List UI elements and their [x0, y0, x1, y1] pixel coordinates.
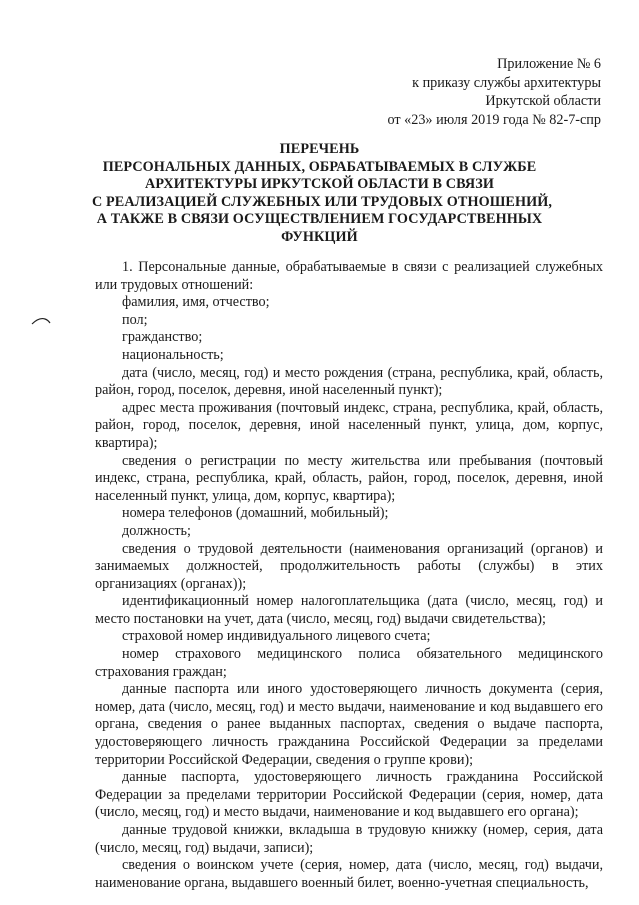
appendix-region: Иркутской области [485, 93, 601, 109]
appendix-order-ref: к приказу службы архитектуры [412, 74, 601, 91]
list-item: фамилия, имя, отчество; [122, 294, 270, 311]
section-heading: 1. Персональные данные, обрабатываемые в связи с реализацией служебных или трудовых отношений: [95, 259, 603, 293]
title-line: ПЕРСОНАЛЬНЫХ ДАННЫХ, ОБРАБАТЫВАЕМЫХ В СЛУЖБЕ [102, 158, 537, 175]
list-item: должность; [122, 522, 191, 539]
list-item: пол; [122, 311, 148, 328]
document-title [92, 141, 553, 247]
list-item: национальность; [122, 346, 224, 363]
list-item: номер страхового медицинского полиса обязательного медицинского страхования граждан; [95, 646, 603, 680]
appendix-number: Приложение № 6 [497, 56, 601, 72]
appendix-header [388, 55, 602, 129]
title-line: ПЕРЕЧЕНЬ [279, 141, 360, 157]
document-body [95, 259, 603, 892]
list-item: дата (число, месяц, год) и место рождения (страна, республика, край, область, район, город, поселок, деревня, иной населенный пункт); [95, 364, 603, 399]
list-item: сведения о воинском учете (серия, номер, дата (число, месяц, год) выдачи, наименование органа, выдавшего военный билет, военно-учетная специальность, [95, 857, 603, 891]
list-item: данные паспорта, удостоверяющего личность гражданина Российской Федерации за пределами территории Российской Федерации (серия, номер, дата (число, месяц, год) и место выдачи, наименование и код выдавшего его органа); [95, 769, 603, 821]
title-line: С РЕАЛИЗАЦИЕЙ СЛУЖЕБНЫХ ИЛИ ТРУДОВЫХ ОТНОШЕНИЙ, [92, 193, 553, 210]
title-line: ФУНКЦИЙ [281, 228, 358, 245]
list-item: гражданство; [122, 329, 203, 346]
list-item: адрес места проживания (почтовый индекс, страна, республика, край, область, район, город, поселок, деревня, иной населенный пункт, улица, дом, корпус, квартира); [95, 399, 603, 451]
appendix-date: от «23» июля 2019 года № 82-7-спр [387, 111, 601, 128]
title-line: АРХИТЕКТУРЫ ИРКУТСКОЙ ОБЛАСТИ В СВЯЗИ [145, 176, 494, 193]
pen-mark-icon [31, 316, 51, 326]
list-item: данные паспорта или иного удостоверяющего личность документа (серия, номер, дата (число, месяц, год) и место выдачи, наименование и код выдавшего его органа, сведения о ранее выданных паспортах, сведения о выдаче паспорта, удостоверяющего личность гражданина Российской Федерации за пределами территории Российской Федерации, сведения о группе крови); [95, 681, 603, 768]
list-item: номера телефонов (домашний, мобильный); [122, 505, 389, 522]
title-line: А ТАКЖЕ В СВЯЗИ ОСУЩЕСТВЛЕНИЕМ ГОСУДАРСТВЕННЫХ [96, 211, 543, 228]
list-item: сведения о регистрации по месту жительства или пребывания (почтовый индекс, страна, республика, край, область, район, город, поселок, деревня, иной населенный пункт, улица, дом, корпус, квартира); [95, 452, 603, 504]
list-item: данные трудовой книжки, вкладыша в трудовую книжку (номер, серия, дата (число, месяц, год) выдачи, записи); [95, 822, 603, 856]
list-item: идентификационный номер налогоплательщика (дата (число, месяц, год) и место постановки на учет, дата (число, месяц, год) выдачи свидетельства); [95, 593, 603, 627]
list-item: страховой номер индивидуального лицевого счета; [122, 628, 431, 645]
list-item: сведения о трудовой деятельности (наименования организаций (органов) и занимаемых должностей, продолжительность работы (службы) в этих организациях (органах)); [95, 540, 603, 592]
